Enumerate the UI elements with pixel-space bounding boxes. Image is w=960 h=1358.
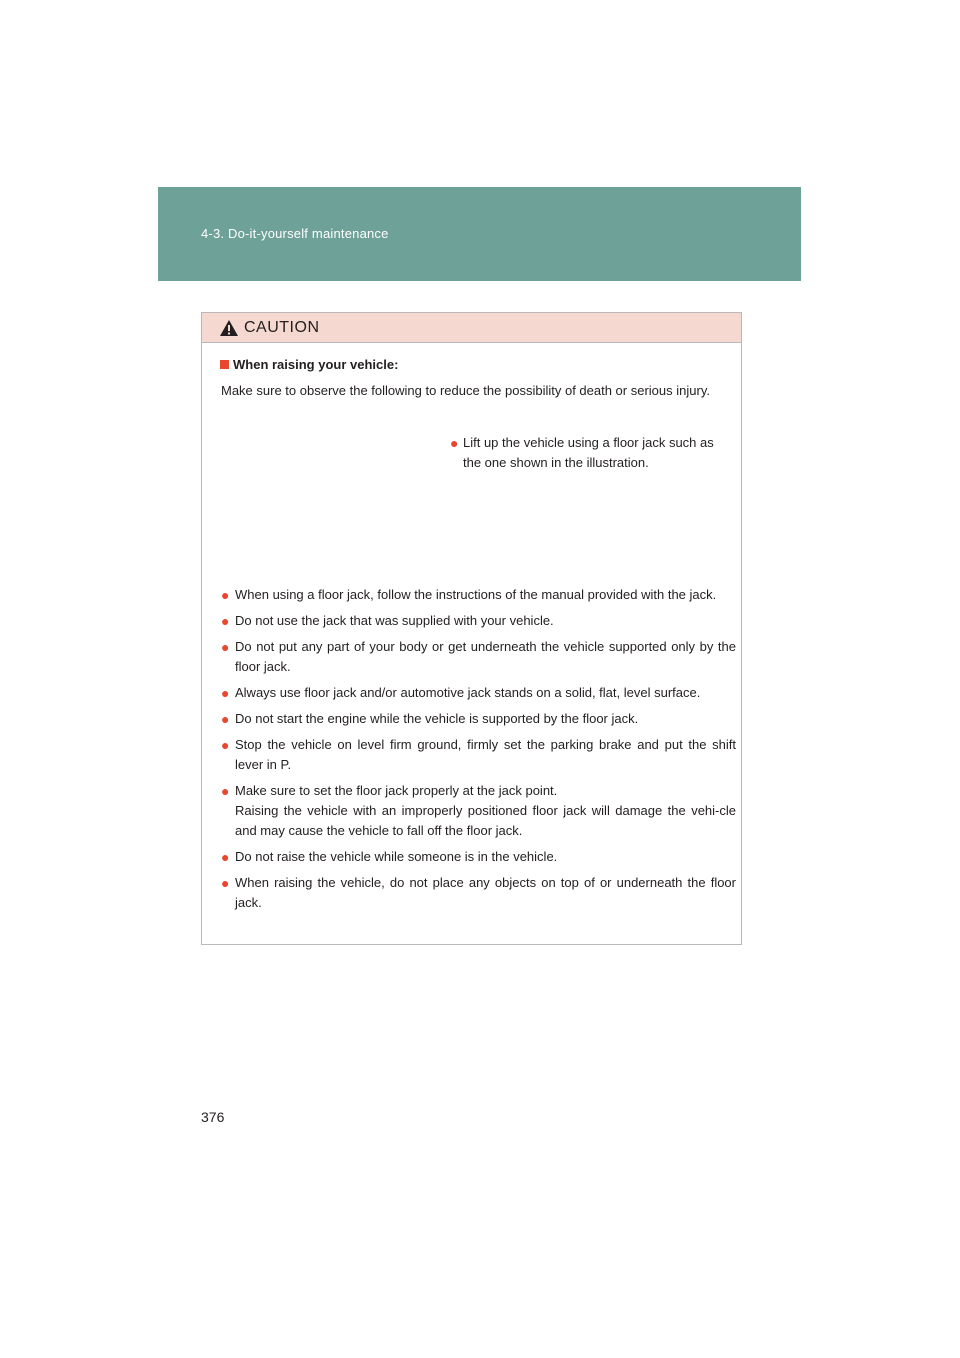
bullet-dot-icon: ● <box>221 639 230 655</box>
list-item: ● Do not start the engine while the vehicle is supported by the floor jack. <box>221 711 639 727</box>
page-number: 376 <box>201 1109 225 1125</box>
bullet-dot-icon: ● <box>221 587 230 603</box>
list-item: ● Do not raise the vehicle while someone is in the vehicle. <box>221 849 558 865</box>
bullet-dot-icon: ● <box>221 613 230 629</box>
list-item: ● Make sure to set the floor jack properly at the jack point. Raising the vehicle with an improperly positioned floor jack will damage the vehi-cle and may cause the vehicle to fall off the floor jack. <box>221 783 736 838</box>
subheading-text: When raising your vehicle: <box>233 357 399 372</box>
figure-note-text: Lift up the vehicle using a floor jack such as the one shown in the illustration. <box>463 435 714 470</box>
list-item: ● Do not use the jack that was supplied with your vehicle. <box>221 613 554 629</box>
section-header-band <box>158 187 801 281</box>
figure-note <box>450 433 735 473</box>
bullet-dot-icon: ● <box>221 849 230 865</box>
caution-bullet-list <box>221 585 736 919</box>
section-title: 4-3. Do-it-yourself maintenance <box>201 226 389 241</box>
list-item: ● Always use floor jack and/or automotive jack stands on a solid, flat, level surface. <box>221 685 701 701</box>
caution-label: CAUTION <box>244 319 320 336</box>
bullet-dot-icon: ● <box>221 711 230 727</box>
list-item: ● Stop the vehicle on level firm ground, firmly set the parking brake and put the shift lever in P. <box>221 737 736 772</box>
bullet-dot-icon: ● <box>450 435 459 451</box>
caution-header <box>202 313 741 343</box>
caution-subheading <box>220 357 398 372</box>
list-item: ● When using a floor jack, follow the instructions of the manual provided with the jack. <box>221 587 717 603</box>
list-item: ● When raising the vehicle, do not place any objects on top of or underneath the floor jack. <box>221 875 736 910</box>
caution-box <box>201 312 742 945</box>
bullet-dot-icon: ● <box>221 685 230 701</box>
warning-triangle-icon <box>219 319 239 337</box>
bullet-dot-icon: ● <box>221 783 230 799</box>
caution-intro: Make sure to observe the following to reduce the possibility of death or serious injury. <box>221 383 710 398</box>
bullet-dot-icon: ● <box>221 737 230 753</box>
list-item: ● Do not put any part of your body or get underneath the vehicle supported only by the floor jack. <box>221 639 736 674</box>
square-bullet-icon <box>220 360 229 369</box>
bullet-dot-icon: ● <box>221 875 230 891</box>
